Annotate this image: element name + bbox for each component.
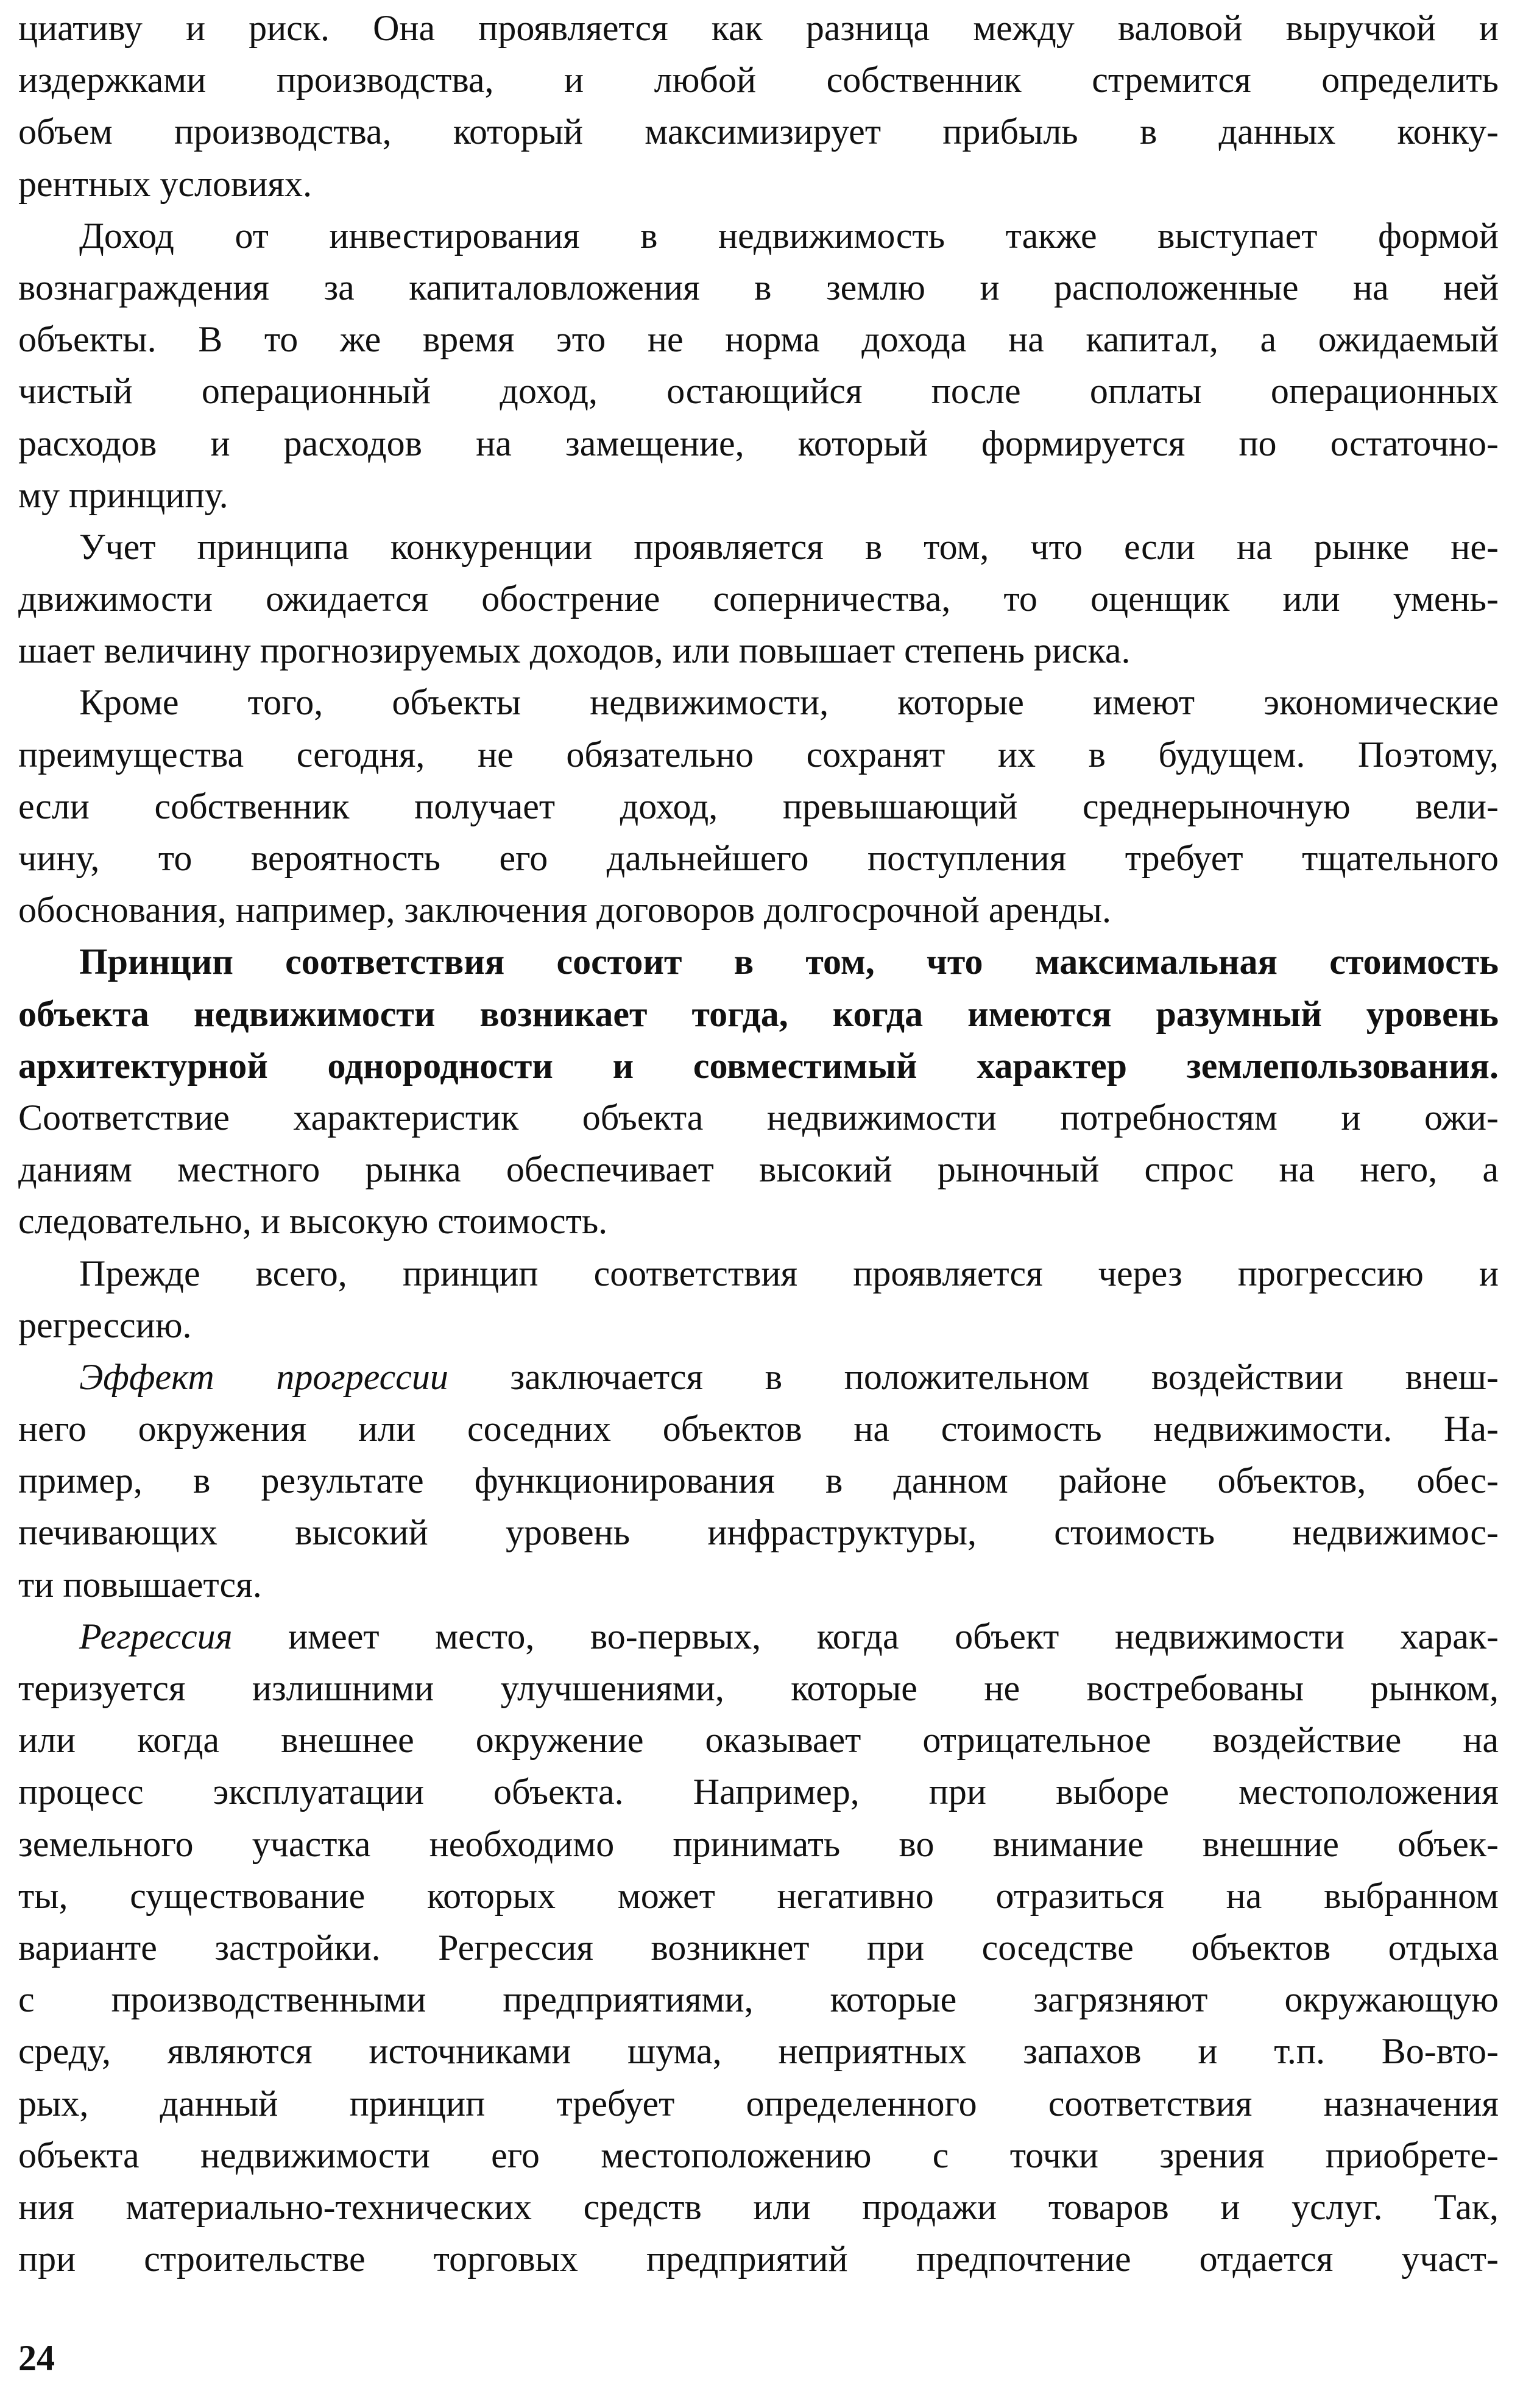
paragraph-first-line: [18, 1611, 1499, 1663]
text-fragment: заключается в положительном воздействии внеш-: [448, 1356, 1499, 1397]
bold-principle-line: объекта недвижимости возникает тогда, когда имеются разумный уровень: [18, 993, 1499, 1034]
text-line: или когда внешнее окружение оказывает отрицательное воздействие на: [18, 1720, 1499, 1761]
text-line: шает величину прогнозируемых доходов, или повышает степень риска.: [18, 630, 1131, 671]
text-line: чистый операционный доход, остающийся после оплаты операционных: [18, 371, 1499, 412]
text-line: при строительстве торговых предприятий предпочтение отдается участ-: [18, 2239, 1499, 2280]
text-line: рых, данный принцип требует определенного соответствия назначения: [18, 2083, 1499, 2124]
text-line: чину, то вероятность его дальнейшего поступления требует тщательного: [18, 838, 1499, 878]
italic-term: Эффект прогрессии: [79, 1356, 448, 1397]
text-line: пример, в результате функционирования в данном районе объектов, обес-: [18, 1460, 1499, 1501]
paragraph-first-line: [18, 1351, 1499, 1403]
text-line: обоснования, например, заключения договоров долгосрочной аренды.: [18, 890, 1111, 931]
bold-principle-line: Принцип соответствия состоит в том, что максимальная стоимость: [79, 942, 1499, 982]
text-line: него окружения или соседних объектов на стоимость недвижимости. На-: [18, 1409, 1499, 1449]
text-line: даниям местного рынка обеспечивает высокий рыночный спрос на него, а: [18, 1149, 1499, 1190]
text-line: печивающих высокий уровень инфраструктуры, стоимость недвижимос-: [18, 1512, 1499, 1553]
text-fragment: имеет место, во-первых, когда объект недвижимости харак-: [232, 1616, 1499, 1656]
text-line: земельного участка необходимо принимать во внимание внешние объек-: [18, 1823, 1499, 1864]
text-line: объекты. В то же время это не норма дохода на капитал, а ожидаемый: [18, 319, 1499, 360]
paragraph-first-line: Доход от инвестирования в недвижимость также выступает формой: [79, 215, 1499, 256]
text-line: вознаграждения за капиталовложения в землю и расположенные на ней: [18, 267, 1499, 308]
text-line: издержками производства, и любой собственник стремится определить: [18, 60, 1499, 100]
text-line: варианте застройки. Регрессия возникнет при соседстве объектов отдыха: [18, 1927, 1499, 1968]
text-line: рентных условиях.: [18, 163, 312, 204]
text-line: теризуется излишними улучшениями, которые не востребованы рынком,: [18, 1668, 1499, 1708]
text-line: объекта недвижимости его местоположению с точки зрения приобрете-: [18, 2135, 1499, 2175]
text-line: с производственными предприятиями, которые загрязняют окружающую: [18, 1979, 1499, 2020]
page-number: 24: [18, 2338, 55, 2378]
text-line: ния материально-технических средств или продажи товаров и услуг. Так,: [18, 2186, 1499, 2227]
text-line: среду, являются источниками шума, неприятных запахов и т.п. Во-вто-: [18, 2031, 1499, 2072]
text-line: регрессию.: [18, 1304, 192, 1345]
text-line: движимости ожидается обострение соперничества, то оценщик или умень-: [18, 579, 1499, 619]
text-line: если собственник получает доход, превышающий среднерыночную вели-: [18, 786, 1499, 826]
bold-principle-line: архитектурной однородности и совместимый характер землепользования.: [18, 1045, 1499, 1086]
text-line: преимущества сегодня, не обязательно сохранят их в будущем. Поэтому,: [18, 734, 1499, 775]
paragraph-first-line: Кроме того, объекты недвижимости, которые имеют экономические: [79, 682, 1499, 723]
text-line: следовательно, и высокую стоимость.: [18, 1201, 608, 1242]
text-line: му принципу.: [18, 474, 228, 515]
text-line: процесс эксплуатации объекта. Например, при выборе местоположения: [18, 1772, 1499, 1812]
text-line: циативу и риск. Она проявляется как разница между валовой выручкой и: [18, 8, 1499, 48]
text-line: ти повышается.: [18, 1564, 262, 1605]
paragraph-first-line: Прежде всего, принцип соответствия проявляется через прогрессию и: [79, 1253, 1499, 1294]
text-line: объем производства, который максимизирует прибыль в данных конку-: [18, 111, 1499, 152]
page-body-text: [18, 2, 1499, 2285]
text-line: ты, существование которых может негативно отразиться на выбранном: [18, 1875, 1499, 1916]
paragraph-first-line: Учет принципа конкуренции проявляется в том, что если на рынке не-: [79, 526, 1499, 567]
italic-term: Регрессия: [79, 1616, 233, 1656]
text-line: Соответствие характеристик объекта недвижимости потребностям и ожи-: [18, 1097, 1499, 1138]
text-line: расходов и расходов на замещение, который формируется по остаточно-: [18, 423, 1499, 463]
book-page: [18, 0, 1499, 2408]
